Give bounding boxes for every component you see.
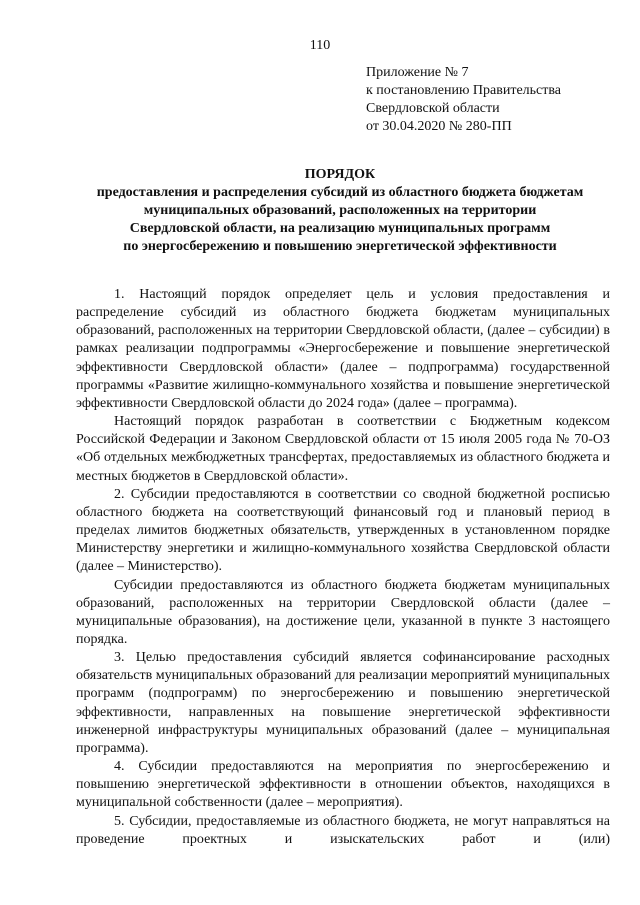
page-number: 110: [309, 38, 331, 53]
title-heading: ПОРЯДОК: [304, 167, 376, 182]
document-title: [60, 166, 620, 256]
appendix-line: Приложение № 7: [366, 65, 469, 80]
paragraph-7: 5. Субсидии, предоставляемые из областного бюджета, не могут направляться на проведение проектных и изыскательских работ и (или): [76, 813, 610, 847]
appendix-reference: [366, 64, 561, 136]
title-line: Свердловской области, на реализацию муниципальных программ: [129, 221, 551, 236]
paragraph-6: 4. Субсидии предоставляются на мероприятия по энергосбережению и повышению энергетической эффективности в отношении объектов, находящихся в муниципальной собственности (далее – мероприятия).: [76, 759, 610, 811]
title-line: предоставления и распределения субсидий из областного бюджета бюджетам: [96, 185, 584, 200]
paragraph-2: Настоящий порядок разработан в соответствии с Бюджетным кодексом Российской Федерации и Законом Свердловской области от 15 июля 2005 года № 70-ОЗ «Об отдельных межбюджетных трансфертах, предоставляемых из областного бюджета и местных бюджетов в Свердловской области».: [76, 414, 610, 484]
appendix-line: от 30.04.2020 № 280-ПП: [366, 119, 512, 134]
document-body: [76, 286, 610, 849]
appendix-line: к постановлению Правительства: [366, 83, 562, 98]
paragraph-3: 2. Субсидии предоставляются в соответствии со сводной бюджетной росписью областного бюджета на соответствующий финансовый год и плановый период в пределах лимитов бюджетных обязательств, утвержденных в установленном порядке Министерству энергетики и жилищно-коммунального хозяйства Свердловской области (далее – Министерство).: [76, 486, 610, 575]
paragraph-5: 3. Целью предоставления субсидий является софинансирование расходных обязательств муниципальных образований для реализации мероприятий муниципальных программ (подпрограмм) по энергосбережению и повышению энергетической эффективности, направленных на повышение энергетической эффективности инженерной инфраструктуры муниципальных образований (далее – муниципальная программа).: [76, 650, 610, 756]
paragraph-4: Субсидии предоставляются из областного бюджета бюджетам муниципальных образований, расположенных на территории Свердловской области (далее – муниципальные образования), на достижение цели, указанной в пункте 3 настоящего порядка.: [76, 577, 610, 647]
title-line: по энергосбережению и повышению энергетической эффективности: [123, 239, 557, 254]
paragraph-1: 1. Настоящий порядок определяет цель и условия предоставления и распределение субсидий из областного бюджета бюджетам муниципальных образований, расположенных на территории Свердловской области, (далее – субсидии) в рамках реализации подпрограммы «Энергосбережение и повышение энергетической эффективности Свердловской области» (далее – подпрограмма) государственной программы «Развитие жилищно-коммунального хозяйства и повышение энергетической эффективности Свердловской области до 2024 года» (далее – программа).: [76, 287, 610, 411]
appendix-line: Свердловской области: [366, 101, 500, 116]
title-line: муниципальных образований, расположенных на территории: [143, 203, 537, 218]
